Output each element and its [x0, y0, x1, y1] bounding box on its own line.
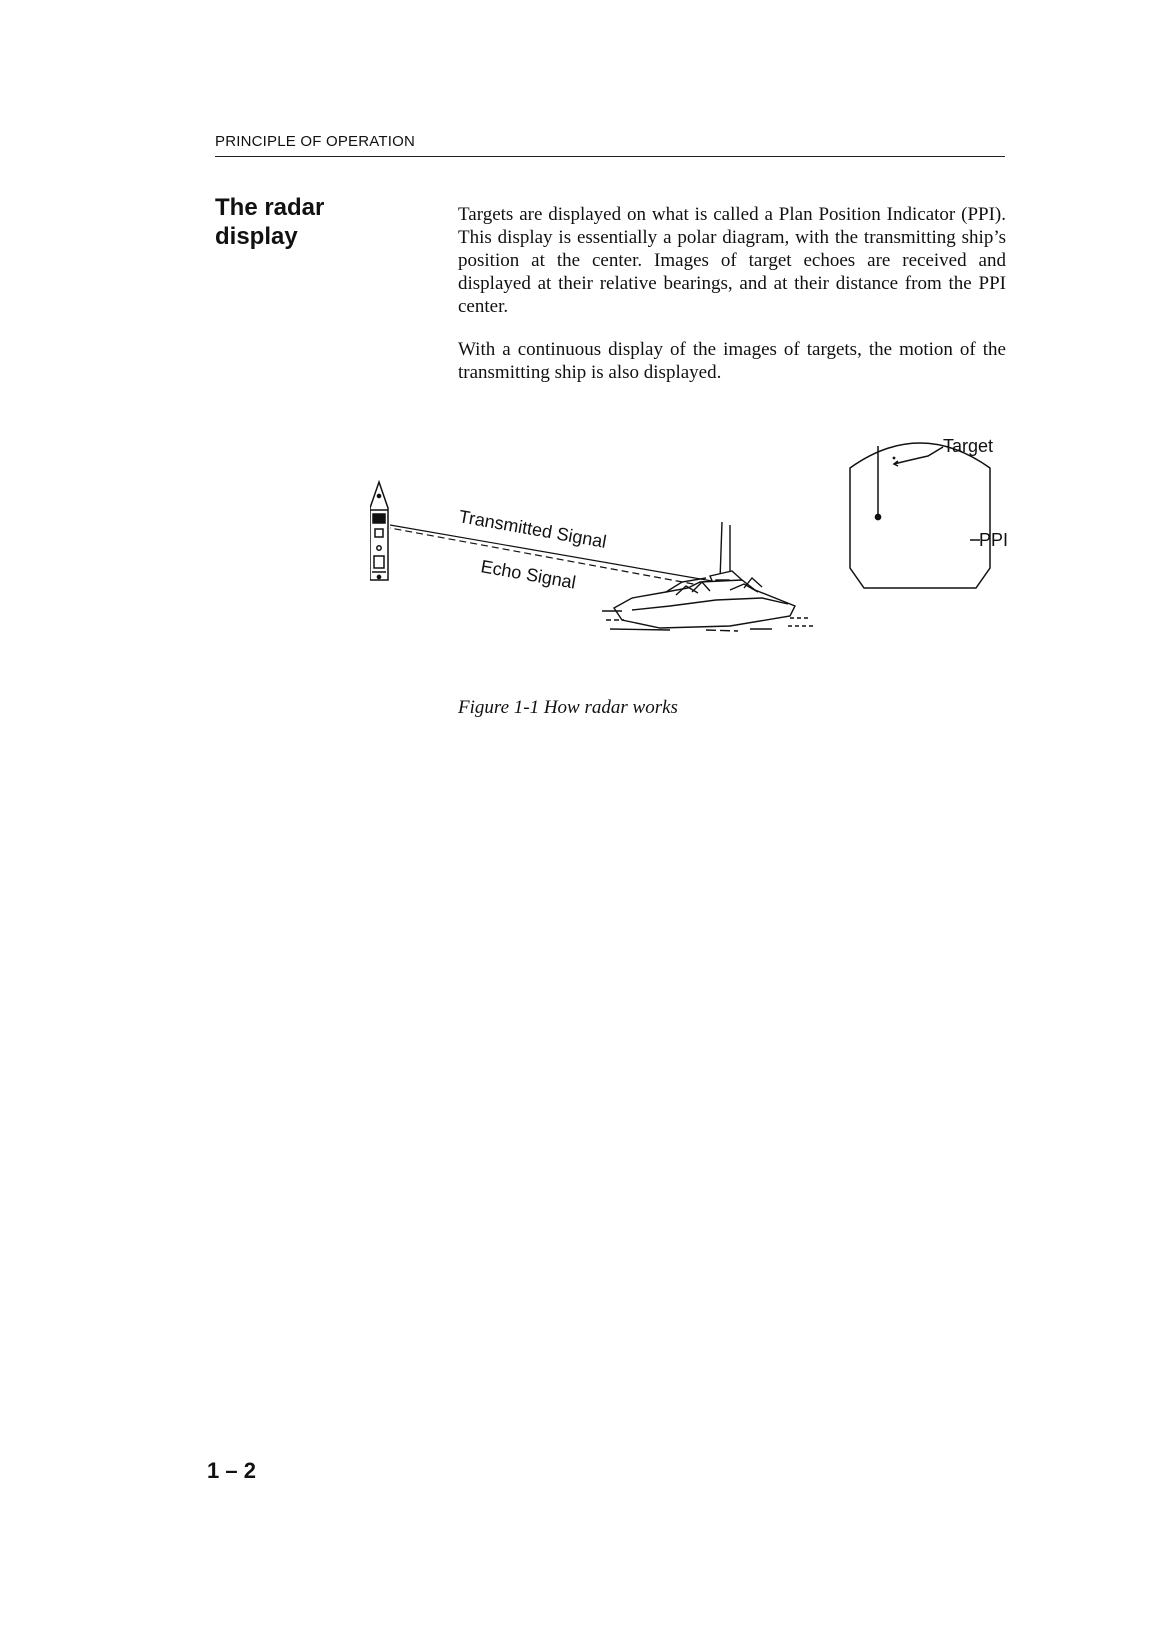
figure-caption: Figure 1-1 How radar works	[458, 697, 678, 718]
echo-signal-label: Echo Signal	[479, 556, 578, 593]
body-text	[458, 203, 1006, 404]
transmitted-signal-label: Transmitted Signal	[457, 506, 608, 552]
body-paragraph-1: Targets are displayed on what is called a Plan Position Indicator (PPI). This display is essentially a polar diagram, with the transmitting ship’s position at the center. Images of target echoes are received and displayed at their relative bearings, and at their distance from the PPI center.	[458, 204, 1006, 317]
body-paragraph-2: With a continuous display of the images of targets, the motion of the transmitting ship is also displayed.	[458, 339, 1006, 383]
section-title	[215, 193, 324, 251]
section-title-line-1: The radar	[215, 194, 325, 221]
target-ship-icon	[370, 482, 388, 580]
ppi-display-icon	[850, 443, 990, 588]
running-head: PRINCIPLE OF OPERATION	[215, 133, 415, 150]
transmitting-boat-icon	[602, 522, 814, 631]
section-title-line-2: display	[215, 223, 298, 250]
target-label: Target	[943, 436, 994, 456]
page-number: 1 – 2	[207, 1458, 256, 1483]
ppi-label: PPI	[979, 530, 1009, 550]
header-rule	[215, 156, 1005, 157]
radar-diagram	[370, 430, 1020, 670]
radar-figure	[370, 430, 1020, 670]
